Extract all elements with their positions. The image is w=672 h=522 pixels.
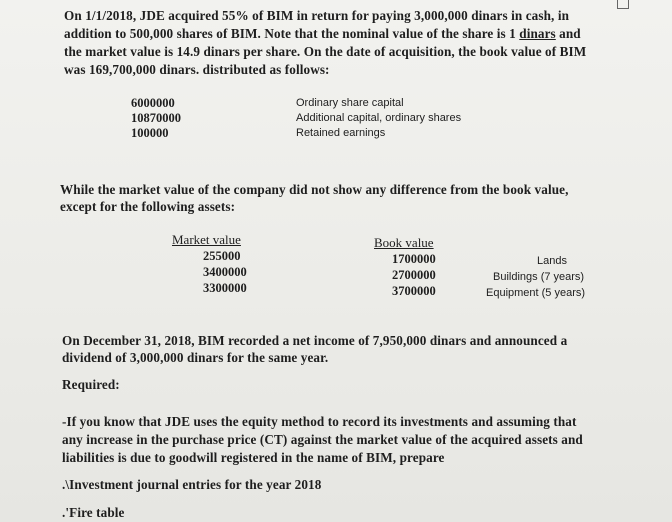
book-value-cell: 2700000 [392,268,436,282]
equity-label: Additional capital, ordinary shares [296,112,462,124]
intro-line-2: addition to 500,000 shares of BIM. Note that the nominal value of the share is 1 dinars and [64,26,581,41]
document-corner-icon [617,0,629,9]
market-value-cell: 255000 [203,249,241,263]
equity-label: Retained earnings [296,127,386,139]
income-line-2: dividend of 3,000,000 dinars for the same year. [62,350,329,365]
book-value-cell: 1700000 [392,252,436,266]
intro-line-3: the market value is 14.9 dinars per share. On the date of acquisition, the book value of BIM [64,44,587,59]
income-line-1: On December 31, 2018, BIM recorded a net income of 7,950,000 dinars and announced a [62,333,568,348]
asset-label: Buildings (7 years) [493,271,585,283]
instruction-line-2: any increase in the purchase price (CT) against the market value of the acquired assets and [62,432,583,447]
instruction-line-1: -If you know that JDE uses the equity method to record its investments and assuming that [62,414,577,429]
equity-amount: 6000000 [131,96,175,110]
book-value-header: Book value [374,235,434,250]
book-value-cell: 3700000 [392,284,436,298]
market-note-line-2: except for the following assets: [60,199,236,214]
required-heading: Required: [62,377,120,392]
intro-line-4: was 169,700,000 dinars. distributed as follows: [64,62,330,77]
market-value-cell: 3300000 [203,281,247,295]
market-note-line-1: While the market value of the company did not show any difference from the book value, [60,182,569,197]
intro-line-1: On 1/1/2018, JDE acquired 55% of BIM in return for paying 3,000,000 dinars in cash, in [64,8,570,23]
equity-label: Ordinary share capital [296,97,404,109]
task-2: .'Fire table [62,505,125,520]
task-1: .\Investment journal entries for the year 2018 [62,477,322,492]
asset-label: Equipment (5 years) [486,287,586,299]
market-value-cell: 3400000 [203,265,247,279]
market-value-header: Market value [172,232,241,247]
equity-amount: 10870000 [131,111,181,125]
equity-amount: 100000 [131,126,169,140]
instruction-line-3: liabilities is due to goodwill registered in the name of BIM, prepare [62,450,445,465]
asset-label: Lands [537,255,567,267]
